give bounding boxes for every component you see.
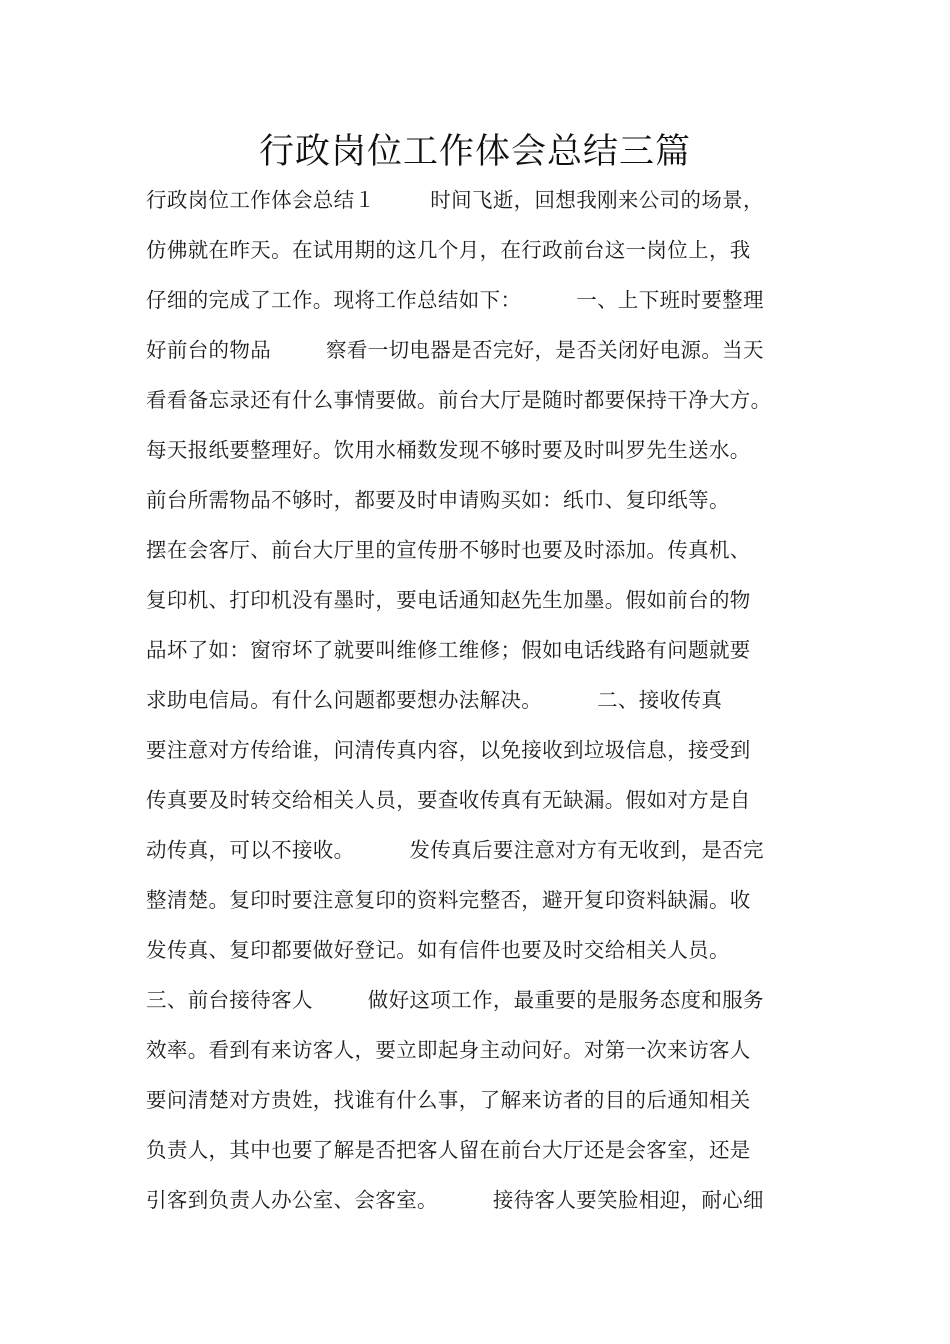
- body-line-6: 每天报纸要整理好。饮用水桶数发现不够时要及时叫罗先生送水。: [146, 438, 751, 462]
- document-title: 行政岗位工作体会总结三篇: [258, 132, 691, 172]
- body-line-7: 前台所需物品不够时，都要及时申请购买如：纸巾、复印纸等。: [146, 488, 730, 512]
- body-line-15: 整清楚。复印时要注意复印的资料完整否，避开复印资料缺漏。收: [146, 888, 751, 912]
- body-line-4: 好前台的物品 察看一切电器是否完好，是否关闭好电源。当天: [146, 338, 764, 362]
- body-line-9: 复印机、打印机没有墨时，要电话通知赵先生加墨。假如前台的物: [146, 588, 751, 612]
- body-line-18: 效率。看到有来访客人，要立即起身主动问好。对第一次来访客人: [146, 1038, 751, 1062]
- body-line-13: 传真要及时转交给相关人员，要查收传真有无缺漏。假如对方是自: [146, 788, 751, 812]
- body-line-19: 要问清楚对方贵姓，找谁有什么事，了解来访者的目的后通知相关: [146, 1088, 751, 1112]
- document-body: [146, 180, 811, 1230]
- body-line-21: 引客到负责人办公室、会客室。 接待客人要笑脸相迎，耐心细: [146, 1188, 764, 1212]
- body-line-2: 仿佛就在昨天。在试用期的这几个月，在行政前台这一岗位上，我: [146, 238, 751, 262]
- body-line-12: 要注意对方传给谁，问清传真内容，以免接收到垃圾信息，接受到: [146, 738, 751, 762]
- body-line-14: 动传真，可以不接收。 发传真后要注意对方有无收到，是否完: [146, 838, 764, 862]
- body-line-8: 摆在会客厅、前台大厅里的宣传册不够时也要及时添加。传真机、: [146, 538, 751, 562]
- body-line-10: 品坏了如：窗帘坏了就要叫维修工维修；假如电话线路有问题就要: [146, 638, 751, 662]
- body-line-11: 求助电信局。有什么问题都要想办法解决。 二、接收传真: [146, 688, 723, 712]
- body-line-5: 看看备忘录还有什么事情要做。前台大厅是随时都要保持干净大方。: [146, 388, 772, 412]
- body-line-17: 三、前台接待客人 做好这项工作，最重要的是服务态度和服务: [146, 988, 764, 1012]
- body-line-3: 仔细的完成了工作。现将工作总结如下： 一、上下班时要整理: [146, 288, 764, 312]
- body-line-1: 行政岗位工作体会总结１ 时间飞逝，回想我刚来公司的场景，: [146, 188, 764, 212]
- body-line-20: 负责人，其中也要了解是否把客人留在前台大厅还是会客室，还是: [146, 1138, 751, 1162]
- body-line-16: 发传真、复印都要做好登记。如有信件也要及时交给相关人员。: [146, 938, 730, 962]
